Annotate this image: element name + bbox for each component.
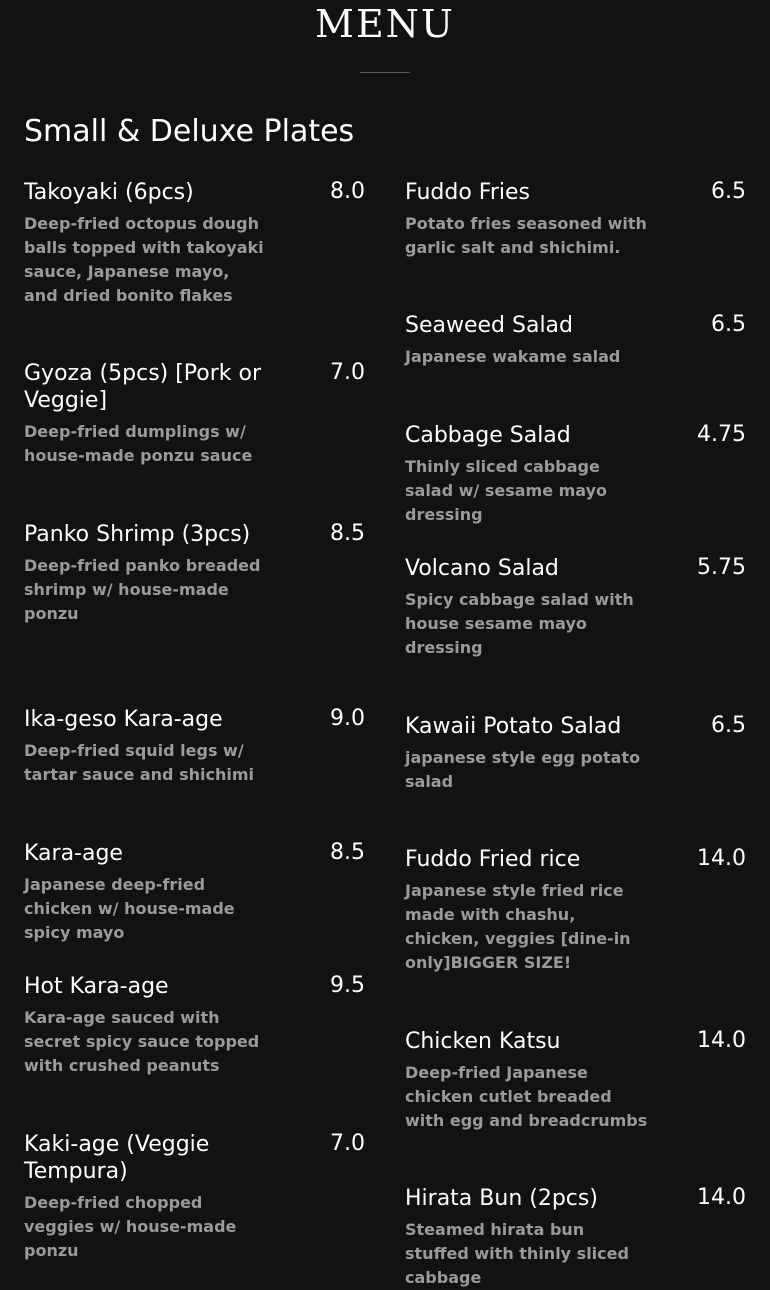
item-description: Japanese deep-fried chicken w/ house-made spicy mayo <box>24 875 235 942</box>
menu-item <box>24 973 365 1129</box>
menu-item <box>405 1185 746 1290</box>
item-description: Japanese wakame salad <box>405 347 621 366</box>
item-price: 7.0 <box>330 1131 365 1156</box>
item-name: Hot Kara-age <box>24 974 169 999</box>
item-price: 14.0 <box>697 1028 746 1053</box>
item-name: Ika-geso Kara-age <box>24 707 223 732</box>
item-description: Deep-fried octopus dough balls topped with takoyaki sauce, Japanese mayo, and dried bonito flakes <box>24 214 264 305</box>
item-name: Cabbage Salad <box>405 423 571 448</box>
item-name: Chicken Katsu <box>405 1029 561 1054</box>
item-name: Seaweed Salad <box>405 313 574 338</box>
item-description: Steamed hirata bun stuffed with thinly sliced cabbage <box>405 1220 629 1287</box>
item-price: 8.5 <box>330 521 365 546</box>
item-name: Kawaii Potato Salad <box>405 714 622 739</box>
item-price: 14.0 <box>697 846 746 871</box>
item-price: 6.5 <box>711 179 746 204</box>
menu-item <box>405 1028 746 1183</box>
item-name: Gyoza (5pcs) [Pork or Veggie] <box>24 361 262 413</box>
item-price: 7.0 <box>330 360 365 385</box>
menu-title: MENU <box>315 2 455 46</box>
title-divider <box>360 72 410 73</box>
menu-column-right <box>405 177 746 1290</box>
item-description: Deep-fried dumplings w/ house-made ponzu sauce <box>24 422 253 465</box>
item-price: 5.75 <box>697 555 746 580</box>
item-name: Takoyaki (6pcs) <box>24 180 194 205</box>
menu-item <box>24 706 365 838</box>
menu-item <box>24 179 365 358</box>
item-price: 4.75 <box>697 422 746 447</box>
item-description: Kara-age sauced with secret spicy sauce topped with crushed peanuts <box>24 1008 260 1075</box>
item-price: 6.5 <box>711 312 746 337</box>
item-name: Fuddo Fries <box>405 180 530 205</box>
item-description: Deep-fried Japanese chicken cutlet breaded with egg and breadcrumbs <box>405 1063 648 1130</box>
item-name: Kara-age <box>24 841 123 866</box>
item-name: Fuddo Fried rice <box>405 847 581 872</box>
menu-item <box>405 422 746 553</box>
menu-item <box>24 360 365 519</box>
item-description: Potato fries seasoned with garlic salt and shichimi. <box>405 214 647 257</box>
item-price: 8.0 <box>330 179 365 204</box>
menu-item <box>24 521 365 704</box>
item-price: 9.5 <box>330 973 365 998</box>
menu-item <box>405 846 746 1026</box>
item-description: Deep-fried panko breaded shrimp w/ house-made ponzu <box>24 556 261 623</box>
item-price: 9.0 <box>330 706 365 731</box>
item-description: Deep-fried squid legs w/ tartar sauce and shichimi <box>24 741 254 784</box>
item-price: 8.5 <box>330 840 365 865</box>
item-name: Hirata Bun (2pcs) <box>405 1186 598 1211</box>
item-description: Spicy cabbage salad with house sesame mayo dressing <box>405 590 634 657</box>
menu-item <box>405 555 746 711</box>
menu-item <box>24 1131 365 1263</box>
item-description: japanese style egg potato salad <box>405 748 641 791</box>
item-name: Volcano Salad <box>405 556 559 581</box>
menu-item <box>405 179 746 310</box>
menu-item <box>405 312 746 420</box>
menu-item <box>405 713 746 844</box>
item-price: 6.5 <box>711 713 746 738</box>
item-name: Panko Shrimp (3pcs) <box>24 522 251 547</box>
item-description: Deep-fried chopped veggies w/ house-made ponzu <box>24 1193 237 1260</box>
item-price: 14.0 <box>697 1185 746 1210</box>
item-description: Thinly sliced cabbage salad w/ sesame mayo dressing <box>405 457 608 524</box>
menu-item <box>24 840 365 971</box>
item-name: Kaki-age (Veggie Tempura) <box>24 1132 210 1184</box>
item-description: Japanese style fried rice made with chashu, chicken, veggies [dine-in only]BIGGER SIZE! <box>405 881 631 972</box>
menu-column-left <box>24 177 365 1263</box>
section-title: Small & Deluxe Plates <box>24 114 355 149</box>
